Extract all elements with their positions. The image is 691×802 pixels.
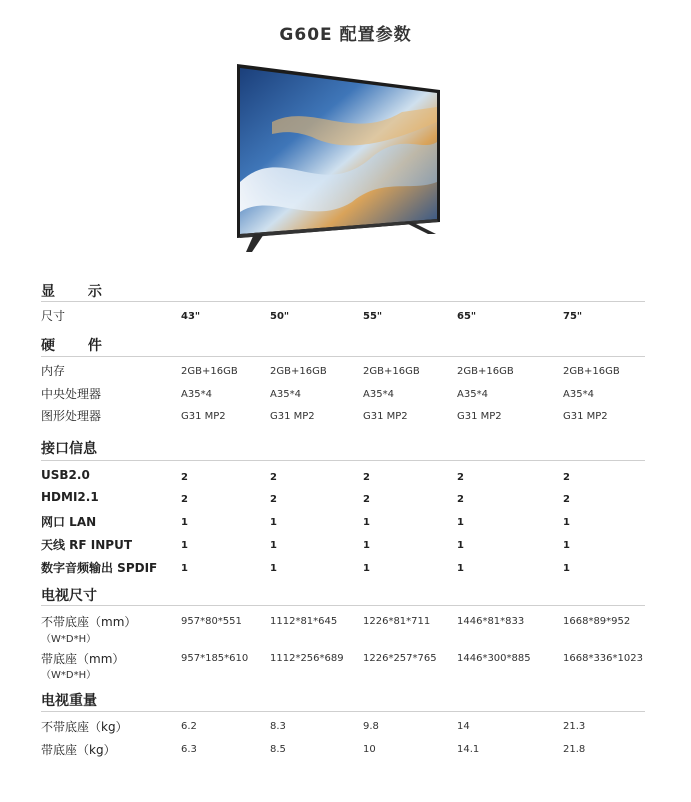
size-stand-value: 1112*256*689 — [270, 653, 344, 664]
rf-value: 1 — [563, 540, 570, 551]
divider — [41, 356, 645, 357]
spdif-value: 1 — [363, 563, 370, 574]
lan-value: 1 — [563, 517, 570, 528]
lan-value: 1 — [270, 517, 277, 528]
section-ports: 接口信息 — [41, 441, 97, 457]
section-hardware: 硬 件 — [41, 338, 116, 354]
memory-value: 2GB+16GB — [457, 366, 514, 377]
gpu-value: G31 MP2 — [181, 411, 226, 422]
usb-value: 2 — [270, 472, 277, 483]
hdmi-value: 2 — [457, 494, 464, 505]
gpu-value: G31 MP2 — [563, 411, 608, 422]
size-55: 55" — [363, 311, 383, 322]
divider — [41, 605, 645, 606]
row-label-weight-no-stand: 不带底座（kg） — [41, 720, 128, 734]
rf-value: 1 — [270, 540, 277, 551]
tv-product-image — [232, 62, 444, 254]
hdmi-value: 2 — [181, 494, 188, 505]
weight-stand-value: 8.5 — [270, 744, 286, 755]
rf-value: 1 — [181, 540, 188, 551]
row-label-size: 尺寸 — [41, 309, 66, 323]
cpu-value: A35*4 — [270, 389, 301, 400]
size-stand-value: 957*185*610 — [181, 653, 249, 664]
size-no-stand-value: 957*80*551 — [181, 616, 242, 627]
hdmi-value: 2 — [563, 494, 570, 505]
section-tv-weight: 电视重量 — [41, 693, 97, 709]
size-no-stand-value: 1112*81*645 — [270, 616, 338, 627]
rf-value: 1 — [457, 540, 464, 551]
row-sublabel-dims: （W*D*H） — [41, 634, 97, 645]
size-no-stand-value: 1446*81*833 — [457, 616, 525, 627]
usb-value: 2 — [457, 472, 464, 483]
size-75: 75" — [563, 311, 583, 322]
divider — [41, 460, 645, 461]
weight-stand-value: 6.3 — [181, 744, 197, 755]
section-tv-size: 电视尺寸 — [41, 588, 97, 604]
usb-value: 2 — [363, 472, 370, 483]
rf-value: 1 — [363, 540, 370, 551]
hdmi-value: 2 — [270, 494, 277, 505]
section-display: 显 示 — [41, 284, 116, 300]
weight-stand-value: 21.8 — [563, 744, 586, 755]
lan-value: 1 — [181, 517, 188, 528]
row-label-size-no-stand: 不带底座（mm） — [41, 615, 137, 629]
weight-no-stand-value: 21.3 — [563, 721, 586, 732]
spdif-value: 1 — [181, 563, 188, 574]
memory-value: 2GB+16GB — [563, 366, 620, 377]
memory-value: 2GB+16GB — [181, 366, 238, 377]
size-43: 43" — [181, 311, 201, 322]
spdif-value: 1 — [457, 563, 464, 574]
weight-no-stand-value: 6.2 — [181, 721, 197, 732]
row-label-rf: 天线 RF INPUT — [41, 538, 133, 552]
lan-value: 1 — [457, 517, 464, 528]
spdif-value: 1 — [563, 563, 570, 574]
row-label-cpu: 中央处理器 — [41, 387, 102, 401]
row-sublabel-dims: （W*D*H） — [41, 670, 97, 681]
size-no-stand-value: 1668*89*952 — [563, 616, 631, 627]
cpu-value: A35*4 — [457, 389, 488, 400]
gpu-value: G31 MP2 — [363, 411, 408, 422]
row-label-gpu: 图形处理器 — [41, 409, 102, 423]
weight-no-stand-value: 9.8 — [363, 721, 379, 732]
weight-no-stand-value: 8.3 — [270, 721, 286, 732]
size-50: 50" — [270, 311, 290, 322]
memory-value: 2GB+16GB — [363, 366, 420, 377]
row-label-spdif: 数字音频输出 SPDIF — [41, 561, 158, 575]
weight-stand-value: 10 — [363, 744, 376, 755]
weight-no-stand-value: 14 — [457, 721, 470, 732]
lan-value: 1 — [363, 517, 370, 528]
gpu-value: G31 MP2 — [270, 411, 315, 422]
cpu-value: A35*4 — [363, 389, 394, 400]
size-65: 65" — [457, 311, 477, 322]
weight-stand-value: 14.1 — [457, 744, 480, 755]
memory-value: 2GB+16GB — [270, 366, 327, 377]
divider — [41, 301, 645, 302]
row-label-hdmi: HDMI2.1 — [41, 490, 99, 504]
row-label-memory: 内存 — [41, 364, 66, 378]
size-stand-value: 1226*257*765 — [363, 653, 437, 664]
row-label-lan: 网口 LAN — [41, 515, 97, 529]
divider — [41, 711, 645, 712]
gpu-value: G31 MP2 — [457, 411, 502, 422]
usb-value: 2 — [563, 472, 570, 483]
cpu-value: A35*4 — [181, 389, 212, 400]
size-stand-value: 1446*300*885 — [457, 653, 531, 664]
row-label-weight-stand: 带底座（kg） — [41, 743, 116, 757]
row-label-usb: USB2.0 — [41, 468, 90, 482]
hdmi-value: 2 — [363, 494, 370, 505]
size-no-stand-value: 1226*81*711 — [363, 616, 431, 627]
size-stand-value: 1668*336*1023 — [563, 653, 643, 664]
row-label-size-stand: 带底座（mm） — [41, 652, 125, 666]
cpu-value: A35*4 — [563, 389, 594, 400]
usb-value: 2 — [181, 472, 188, 483]
page-title: G60E 配置参数 — [279, 25, 412, 45]
spdif-value: 1 — [270, 563, 277, 574]
